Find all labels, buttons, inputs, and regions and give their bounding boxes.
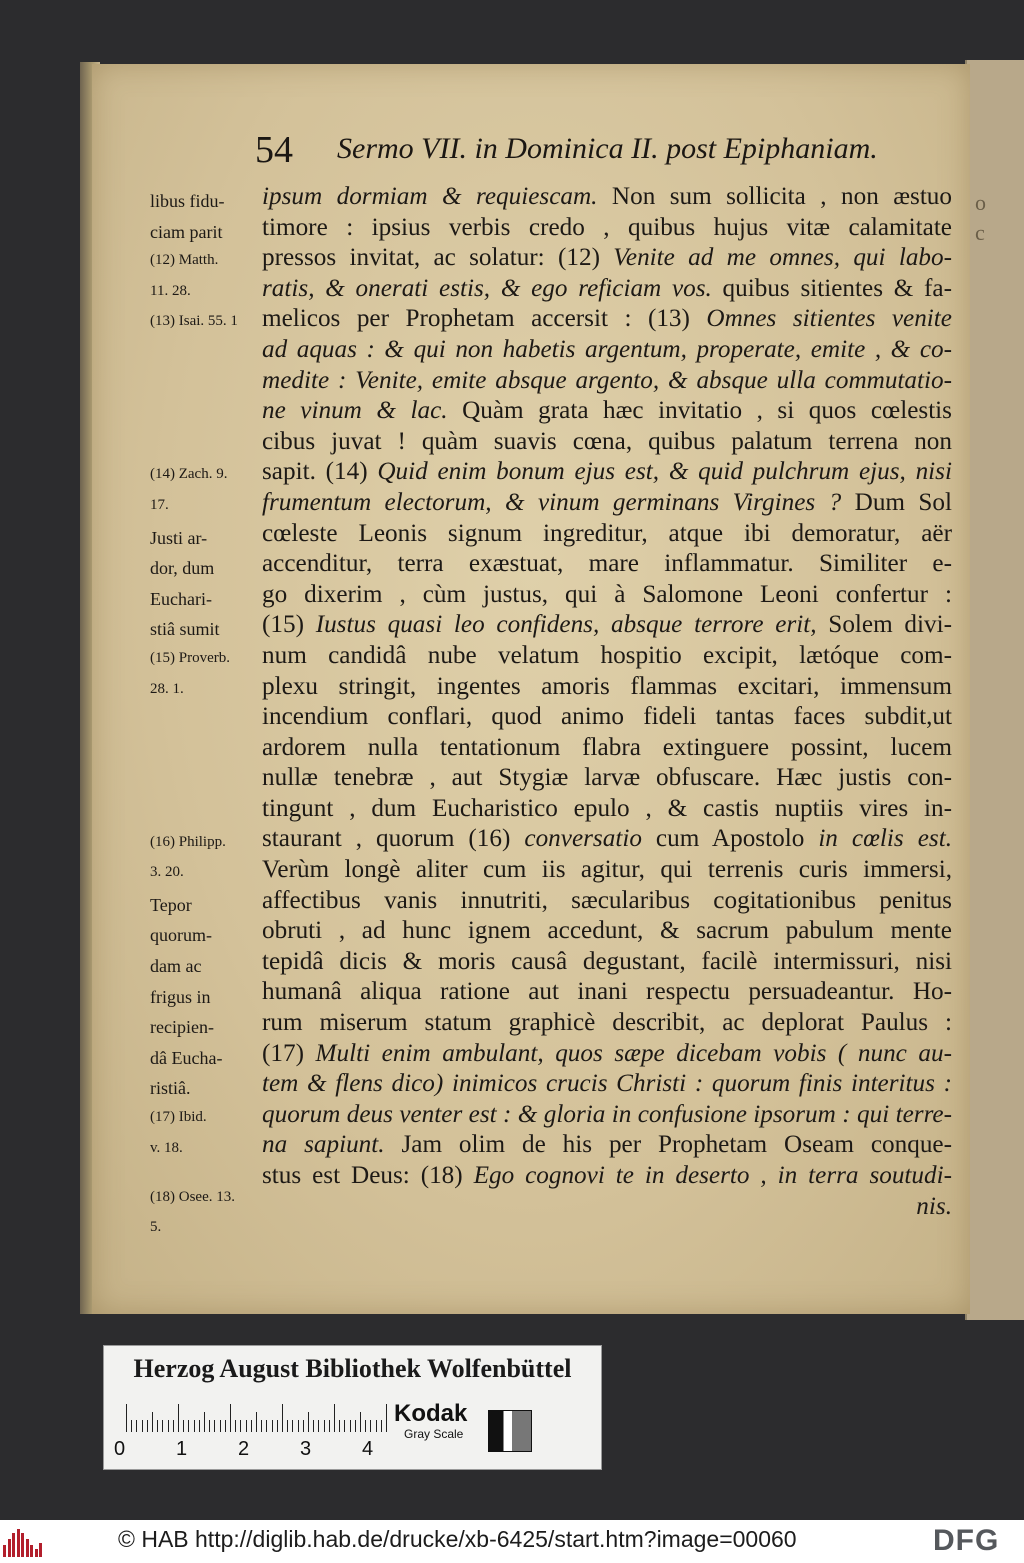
gray-scale-label: Gray Scale — [404, 1427, 464, 1441]
italic-run: tem & flens dico) inimicos crucis Christi : quorum finis interitus : — [262, 1070, 952, 1098]
roman-run: humanâ aliqua ratione aut inani respectu persuadeantur. Ho- — [262, 978, 952, 1006]
italic-run: in cœlis est. — [818, 825, 952, 853]
ruler-tick — [350, 1420, 351, 1432]
gray-scale-patch — [488, 1410, 532, 1452]
text-line — [262, 1161, 952, 1192]
text-line — [262, 366, 952, 397]
text-line — [262, 1039, 952, 1070]
ruler-tick — [147, 1420, 148, 1432]
ruler-tick — [162, 1420, 163, 1432]
italic-run: Quid enim bonum ejus est, & quid pulchrum ejus, nisi — [377, 458, 952, 486]
roman-run: cum Apostolo — [641, 825, 819, 853]
ruler-tick — [324, 1420, 325, 1432]
ruler-tick — [298, 1420, 299, 1432]
ruler-tick — [386, 1404, 387, 1432]
ruler-number: 4 — [362, 1438, 374, 1460]
roman-run: pressos invitat, ac solatur: (12) — [262, 244, 614, 272]
text-line — [262, 733, 952, 764]
ghost-letter: c — [975, 220, 985, 245]
ruler-number: 1 — [176, 1438, 188, 1460]
text-line — [262, 1130, 952, 1161]
roman-run: num candidâ nube velatum hospitio excipit, lætóque com- — [262, 641, 952, 669]
margin-note: ciam parit — [150, 221, 223, 242]
margin-note: (14) Zach. 9. — [150, 466, 228, 483]
ruler-tick — [292, 1420, 293, 1432]
ruler-tick — [126, 1404, 127, 1432]
dfg-logo[interactable]: DFG — [933, 1524, 1000, 1557]
ruler-number: 0 — [114, 1438, 126, 1460]
ruler-tick — [240, 1420, 241, 1432]
ruler-tick — [214, 1420, 215, 1432]
ruler-tick — [157, 1420, 158, 1432]
text-line — [262, 672, 952, 703]
text-line — [262, 274, 952, 305]
text-line — [262, 335, 952, 366]
ruler-number: 3 — [300, 1438, 312, 1460]
ruler-tick — [329, 1420, 330, 1432]
roman-run: sapit. (14) — [262, 458, 378, 486]
text-line — [262, 182, 952, 213]
text-line — [262, 580, 952, 611]
margin-note: 17. — [150, 497, 169, 513]
margin-note: stiâ sumit — [150, 619, 220, 640]
italic-run: conversatio — [524, 825, 642, 853]
running-head — [255, 128, 935, 172]
running-title: Sermo VII. in Dominica II. post Epiphaniam. — [337, 132, 878, 165]
margin-note: (16) Philipp. — [150, 833, 226, 850]
ruler-tick — [360, 1412, 361, 1432]
hab-icon-bar — [39, 1543, 42, 1557]
ruler-tick — [261, 1420, 262, 1432]
italic-run: ipsum dormiam & requiescam. — [262, 183, 598, 210]
ruler-tick — [246, 1420, 247, 1432]
copyright-link[interactable]: © HAB http://diglib.hab.de/drucke/xb-6425/start.htm?image=00060 — [118, 1526, 797, 1552]
text-line — [262, 947, 952, 978]
ruler-tick — [204, 1412, 205, 1432]
roman-run: (15) — [262, 611, 316, 639]
ruler-tick — [199, 1420, 200, 1432]
roman-run: tingunt , dum Eucharistico epulo , & castis nuptiis vires in- — [262, 794, 952, 822]
margin-note: 28. 1. — [150, 680, 184, 697]
hab-icon-bar — [21, 1533, 24, 1557]
ruler-tick — [235, 1420, 236, 1432]
margin-note: frigus in — [150, 986, 211, 1007]
hab-icon-bar — [26, 1539, 29, 1557]
roman-run: Jam olim de his per Prophetam Oseam conque- — [384, 1131, 952, 1159]
ruler-tick — [313, 1420, 314, 1432]
italic-run: Iustus quasi leo confidens, absque terrore erit, — [315, 611, 817, 639]
italic-run: Venite ad me omnes, qui labo- — [613, 244, 952, 272]
ruler-tick — [251, 1420, 252, 1432]
roman-run: ardorem nulla tentationum flabra extinguere possint, lucem — [262, 733, 952, 761]
ruler-number: 2 — [238, 1438, 250, 1460]
ruler-tick — [365, 1420, 366, 1432]
italic-run: ad aquas : & qui non habetis argentum, properate, emite , & co- — [262, 335, 952, 363]
italic-run: nis. — [916, 1192, 952, 1220]
ruler-tick — [266, 1420, 267, 1432]
ruler-tick — [381, 1420, 382, 1432]
ruler-tick — [334, 1404, 335, 1432]
text-line — [262, 549, 952, 580]
ruler-tick — [173, 1420, 174, 1432]
footer-bar — [0, 1520, 1024, 1563]
italic-run: Multi enim ambulant, quos sæpe dicebam vobis ( nunc au- — [315, 1039, 952, 1067]
text-line — [262, 457, 952, 488]
measurement-ruler — [126, 1402, 388, 1432]
roman-run: staurant , quorum (16) — [262, 825, 525, 853]
text-line — [262, 794, 952, 825]
ruler-tick — [370, 1420, 371, 1432]
ruler-tick — [225, 1420, 226, 1432]
margin-note: (13) Isai. 55. 1 — [150, 313, 238, 330]
ghost-letter: o — [975, 190, 986, 215]
ruler-tick — [376, 1420, 377, 1432]
margin-note: recipien- — [150, 1017, 214, 1038]
library-name: Herzog August Bibliothek Wolfenbüttel — [133, 1354, 572, 1383]
hab-icon-bar — [30, 1545, 33, 1557]
margin-note: Justi ar- — [150, 527, 208, 548]
hab-icon-bar — [17, 1529, 20, 1557]
ruler-tick — [272, 1420, 273, 1432]
roman-run: accenditur, terra exæstuat, mare inflammatur. Similiter e- — [262, 550, 952, 578]
hab-icon-bar — [12, 1533, 15, 1557]
roman-run: cibus juvat ! quàm suavis cœna, quibus palatum terrena non — [262, 427, 952, 455]
ruler-tick — [303, 1420, 304, 1432]
text-line — [262, 427, 952, 458]
italic-run: quorum deus venter est : & gloria in confusione ipsorum : qui terre- — [262, 1100, 952, 1128]
text-line — [262, 763, 952, 794]
text-line — [262, 1069, 952, 1100]
italic-run: Ego cognovi te in deserto , in terra soutudi- — [473, 1162, 952, 1189]
facing-page-edge — [965, 60, 1024, 1320]
text-line — [262, 213, 952, 244]
ruler-numbers — [114, 1438, 414, 1464]
hab-icon-bar — [8, 1539, 11, 1557]
roman-run: cœleste Leonis signum ingreditur, atque ibi demoratur, aër — [262, 519, 952, 547]
hab-logo-icon[interactable] — [3, 1529, 45, 1557]
ruler-tick — [209, 1420, 210, 1432]
text-line — [262, 519, 952, 550]
main-text-block — [262, 182, 952, 1222]
text-line — [262, 916, 952, 947]
margin-note: dor, dum — [150, 558, 215, 579]
kodak-logo: Kodak — [394, 1400, 468, 1427]
roman-run: go dixerim , cùm justus, qui à Salomone Leoni confertur : — [262, 580, 952, 608]
text-line — [262, 396, 952, 427]
roman-run: nullæ tenebræ , aut Stygiæ larvæ obfuscare. Hæc justis con- — [262, 764, 952, 792]
text-line — [262, 1008, 952, 1039]
margin-note: (17) Ibid. — [150, 1109, 207, 1125]
ruler-tick — [282, 1404, 283, 1432]
italic-run: ratis, & onerati estis, & ego reficiam vos. — [262, 274, 712, 302]
margin-note: (15) Proverb. — [150, 650, 230, 666]
ruler-tick — [256, 1412, 257, 1432]
text-line — [262, 1100, 952, 1131]
roman-run: incendium conflari, quod animo fideli tantas faces subdit,ut — [262, 703, 952, 731]
ruler-tick — [318, 1420, 319, 1432]
text-line — [262, 243, 952, 274]
text-line — [262, 488, 952, 519]
text-line — [262, 824, 952, 855]
text-line — [262, 610, 952, 641]
margin-note: Tepor — [150, 894, 192, 915]
ruler-tick — [355, 1420, 356, 1432]
hab-icon-bar — [3, 1545, 6, 1557]
roman-run: obruti , ad hunc ignem accedunt, & sacrum pabulum mente — [262, 917, 952, 945]
ruler-tick — [344, 1420, 345, 1432]
ruler-tick — [168, 1420, 169, 1432]
roman-run: quibus sitientes & fa- — [711, 274, 952, 302]
italic-run: medite : Venite, emite absque argento, & absque ulla commutatio- — [262, 366, 952, 394]
ruler-tick — [230, 1404, 231, 1432]
margin-note: ristiâ. — [150, 1078, 191, 1099]
page-number: 54 — [255, 129, 293, 171]
roman-run: affectibus vanis innutriti, sæcularibus cogitationibus penitus — [262, 886, 952, 914]
roman-run: rum miserum statum graphicè describit, ac deplorat Paulus : — [262, 1009, 952, 1037]
margin-note: 5. — [150, 1219, 162, 1236]
roman-run: Verùm longè aliter cum iis agitur, qui terrenis curis immersi, — [262, 856, 952, 884]
text-line — [262, 855, 952, 886]
roman-run: Dum Sol — [841, 488, 952, 516]
margin-note: libus fidu- — [150, 191, 225, 211]
roman-run: melicos per Prophetam accersit : (13) — [262, 305, 707, 333]
roman-run: Non sum sollicita , non æstuo — [597, 183, 952, 210]
margin-note: v. 18. — [150, 1139, 183, 1156]
margin-note: 11. 28. — [150, 282, 191, 299]
ruler-tick — [339, 1420, 340, 1432]
ruler-tick — [136, 1420, 137, 1432]
ruler-tick — [178, 1404, 179, 1432]
ruler-tick — [194, 1420, 195, 1432]
ruler-tick — [183, 1420, 184, 1432]
margin-note: (12) Matth. — [150, 252, 219, 269]
italic-run: Omnes sitientes venite — [706, 305, 952, 333]
text-line — [262, 702, 952, 733]
color-reference-card — [103, 1345, 602, 1470]
text-line — [262, 977, 952, 1008]
ruler-tick — [142, 1420, 143, 1432]
ruler-tick — [277, 1420, 278, 1432]
ruler-tick — [131, 1420, 132, 1432]
text-line — [262, 886, 952, 917]
margin-note: dâ Eucha- — [150, 1047, 223, 1068]
text-line — [262, 1192, 952, 1223]
italic-run: na sapiunt. — [262, 1131, 385, 1159]
text-line — [262, 304, 952, 335]
italic-run: ne vinum & lac. — [262, 397, 448, 425]
margin-note: dam ac — [150, 956, 202, 976]
roman-run: timore : ipsius verbis credo , quibus hujus vitæ calamitate — [262, 213, 952, 241]
margin-note: quorum- — [150, 925, 212, 946]
roman-run: (17) — [262, 1039, 316, 1067]
ruler-tick — [220, 1420, 221, 1432]
margin-note: Euchari- — [150, 588, 212, 609]
ruler-tick — [152, 1412, 153, 1432]
roman-run: Solem divi- — [816, 611, 952, 639]
italic-run: frumentum electorum, & vinum germinans Virgines ? — [262, 488, 842, 516]
ruler-tick — [188, 1420, 189, 1432]
text-line — [262, 641, 952, 672]
hab-icon-bar — [35, 1549, 38, 1557]
ruler-tick — [287, 1420, 288, 1432]
roman-run: tepidâ dicis & moris causâ degustant, facilè intermissuri, nisi — [262, 947, 952, 975]
margin-note: (18) Osee. 13. — [150, 1188, 235, 1205]
roman-run: stus est Deus: (18) — [262, 1162, 474, 1189]
ruler-tick — [308, 1412, 309, 1432]
margin-note: 3. 20. — [150, 864, 184, 881]
roman-run: Quàm grata hæc invitatio , si quos cœlestis — [447, 397, 952, 425]
roman-run: plexu stringit, ingentes amoris flammas excitari, immensum — [262, 672, 952, 700]
